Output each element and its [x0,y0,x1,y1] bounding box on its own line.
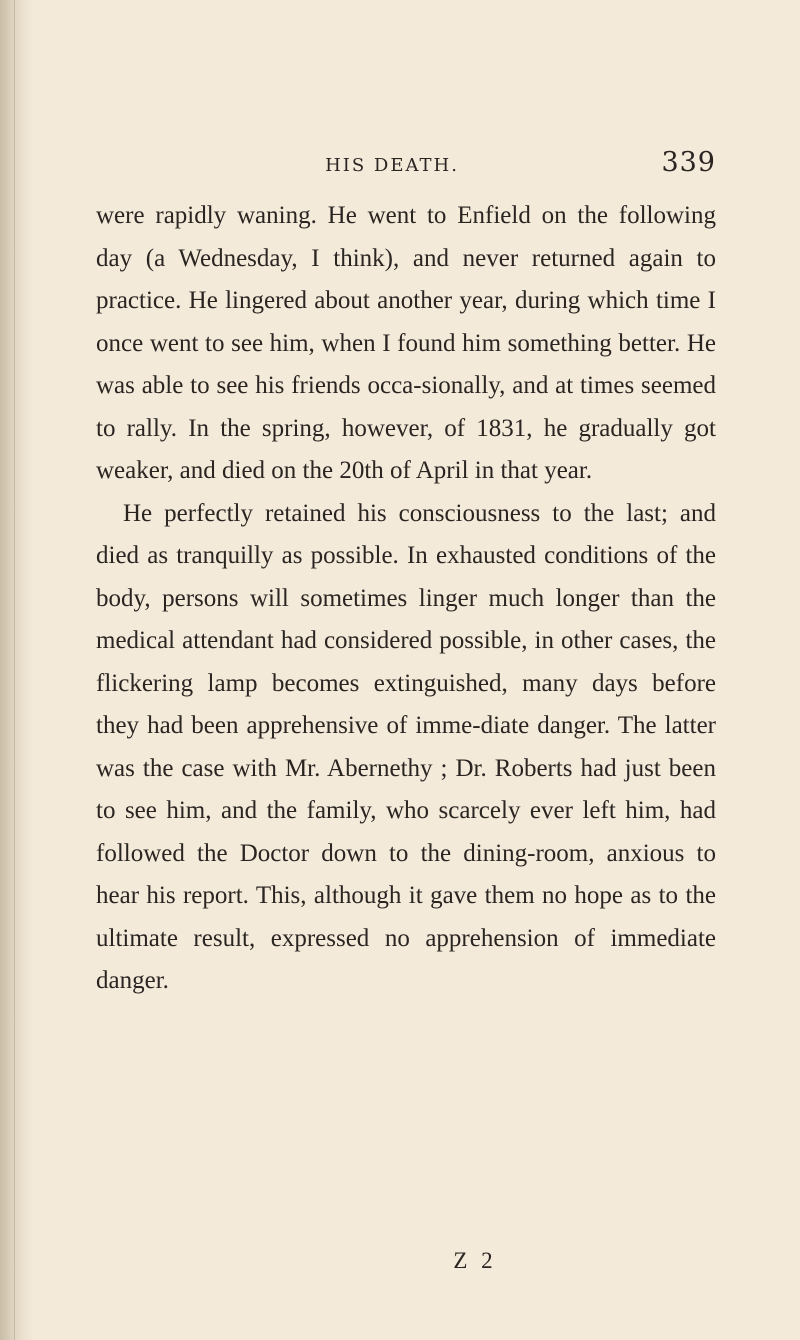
page-binding-shadow [0,0,34,1340]
paragraph-2: He perfectly retained his consciousness to the last; and died as tranquilly as possible. In exhausted conditions of the body, persons will sometimes linger much longer than the medical attendant had considered possible, in other cases, the flickering lamp becomes extinguished, many days before they had been apprehensive of imme-diate danger. The latter was the case with Mr. Abernethy ; Dr. Roberts had just been to see him, and the family, who scarcely ever left him, had followed the Doctor down to the dining-room, anxious to hear his report. This, although it gave them no hope as to the ultimate result, expressed no apprehension of immediate danger. [96,499,716,994]
page-edge-line [14,0,15,1340]
body-text [96,195,716,1003]
paragraph-1: were rapidly waning. He went to Enfield on the following day (a Wednesday, I think), and never returned again to practice. He lingered about another year, during which time I once went to see him, when I found him something better. He was able to see his friends occa-sionally, and at times seemed to rally. In the spring, however, of 1831, he gradually got weaker, and died on the 20th of April in that year. [96,202,716,484]
running-title: HIS DEATH. [325,155,459,176]
signature-mark: Z 2 [453,1248,497,1273]
page-number: 339 [661,147,716,178]
running-head [96,147,716,187]
